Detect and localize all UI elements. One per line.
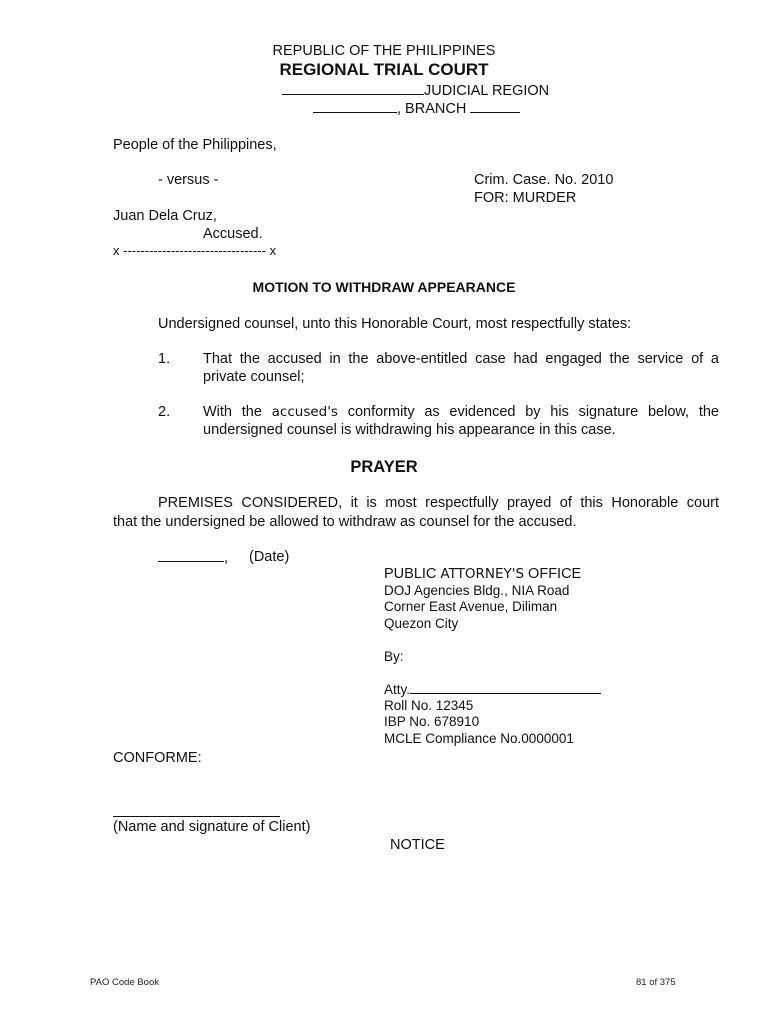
office-address-1: DOJ Agencies Bldg., NIA Road [384,583,570,598]
item-2-word-conformity: conformity [347,404,415,420]
office-name-public: PUBLIC [384,566,441,582]
item-2-word-signature: signature [578,404,639,420]
item-2-word-below: below, [647,404,690,420]
versus-text: - versus - [158,172,219,188]
caption-separator: x --------------------------------- x [113,243,277,258]
item-2-word-as: as [424,404,440,420]
item-2-number: 2. [158,404,171,420]
footer-page-number: 81 of 375 [636,977,676,988]
motion-title: MOTION TO WITHDRAW APPEARANCE [252,279,516,295]
prayer-line-2: that the undersigned be allowed to withdraw as counsel for the accused. [113,514,577,530]
notice-heading: NOTICE [390,837,445,853]
item-2-word-the2: the [698,404,719,420]
case-number: Crim. Case. No. 2010 [474,172,614,188]
item-2-line-1 [203,403,719,421]
roll-number: Roll No. 12345 [384,698,474,713]
branch-label: , BRANCH [397,101,467,117]
region-blank [282,81,424,95]
branch-line [313,99,520,118]
mcle-number: MCLE Compliance No.0000001 [384,731,574,746]
date-comma: , [224,550,229,566]
accused-name: Juan Dela Cruz, [113,208,217,224]
item-2-word-by: by [525,404,541,420]
date-blank [158,548,224,562]
date-label: (Date) [249,549,290,565]
item-2-word-with: With [203,404,232,420]
ibp-number: IBP No. 678910 [384,714,480,729]
item-1-line-2: private counsel; [203,369,305,385]
item-1-number: 1. [158,351,171,367]
client-signature-line [113,816,280,817]
office-name-office: OFFICE [524,566,582,582]
date-row [158,548,228,567]
item-2-accused-word: accused's [271,404,338,420]
judicial-region-line [282,81,549,100]
intro-paragraph: Undersigned counsel, unto this Honorable Court, most respectfully states: [158,316,632,332]
republic-heading: REPUBLIC OF THE PHILIPPINES [272,43,496,59]
branch-number-blank [313,99,397,113]
office-name [384,565,581,583]
item-2-line-2: undersigned counsel is withdrawing his appearance in this case. [203,422,616,438]
atty-signature-blank [410,681,601,694]
footer-book-title: PAO Code Book [90,977,160,988]
branch-name-blank [470,99,520,113]
office-address-2: Corner East Avenue, Diliman [384,599,558,614]
by-label: By: [384,649,404,664]
charge-text: FOR: MURDER [474,190,577,206]
region-label: JUDICIAL REGION [424,83,550,99]
accused-label: Accused. [203,226,263,242]
court-heading: REGIONAL TRIAL COURT [279,60,489,79]
office-address-3: Quezon City [384,616,459,631]
atty-label: Atty. [384,682,411,697]
item-2-word-the: the [241,404,262,420]
client-signature-caption: (Name and signature of Client) [113,819,311,835]
plaintiff-name: People of the Philippines, [113,137,277,153]
office-name-attorneys: ATTORNEY'S [440,566,525,582]
item-1-line-1: That the accused in the above-entitled case had engaged the service of a [203,351,719,367]
atty-line [384,681,601,698]
prayer-heading: PRAYER [350,458,418,476]
item-2-word-his: his [550,404,569,420]
item-2-word-evidenced: evidenced [449,404,516,420]
conforme-label: CONFORME: [113,750,202,766]
prayer-line-1: PREMISES CONSIDERED, it is most respectfully prayed of this Honorable court [158,495,719,511]
